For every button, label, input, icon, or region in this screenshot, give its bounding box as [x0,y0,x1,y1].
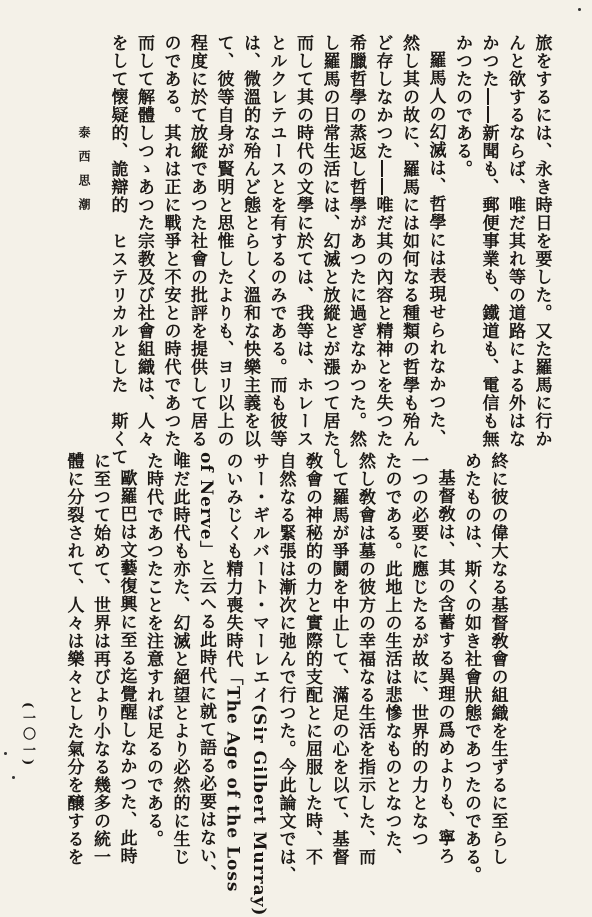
text-line: 旅をするには、永き時日を要した。又た羅馬に行か [531,34,552,448]
scan-speck [578,8,581,11]
text-line: 自然なる緊張は漸次に弛んで行つた。今此論文では、 [275,452,296,884]
text-line: をして懐疑的、詭辯的 ヒステリカルとした 斯くて [107,34,128,466]
running-title: 泰西思潮 [77,126,91,222]
text-line: 希臘哲學の蒸返し哲學があつたに過ぎなかつた。然 [346,34,366,448]
text-line: て、彼等自身が賢明と思惟したよりも、ヨリ以上の [213,34,234,448]
text-line: のである。其れは正に戰爭と不安との時代であつた、 [160,34,181,466]
text-line: 然し敎會は墓の彼方の幸福なる生活を指示した、而 [355,452,375,866]
page-number: (一〇一) [20,702,35,769]
text-line: ど存しなかつた――唯だ其の內容と精神とを失つた [372,34,393,448]
text-line: めたものは、斯くの如き社會狀態であつたのである。 [461,452,481,884]
text-line: 而して解體しつゝあつた宗教及び社會組織は、人々 [134,34,154,448]
text-line: サー・ギルバート・マーレエイ(Sir Gilbert Murray) [249,452,269,917]
text-line: 而して其の時代の文學に於ては、我等は、ホレース [293,34,313,448]
text-line: して羅馬が爭鬪を中止して、滿足の心を以て、基督 [328,452,349,866]
text-line: 歐羅巴は文藝復興に至る迄覺醒しなかつた、此時 [116,469,137,865]
scan-speck [12,776,15,779]
text-line: 體に分裂されて、人々は樂々とした氣分を醸するを [63,452,84,866]
upper-text-block [104,34,555,466]
text-line: とルクレテユースとを有するのみである。而も彼等 [266,34,287,448]
text-line: かつたのである。 [452,34,472,178]
text-line: 敎會の神秘的の力と實際的支配とに屈服した時、不 [302,452,322,866]
text-line: た時代であつたことを注意すれば足るのである。 [143,452,163,848]
text-line: 然し其の故に、羅馬には如何なる種類の哲學も殆ん [399,34,419,448]
text-line: んと欲するならば、唯だ其れ等の道路による外はな [505,34,525,448]
text-line: かつた――新聞も、郵便事業も、鐵道も、電信も無 [478,34,499,448]
text-line: 基督敎は、其の含蓄する異理の爲めよりも、寧ろ [434,469,455,865]
text-line: 唯だ此時代も亦た、幻滅と絕望とより必然的に生じ [169,452,190,866]
text-line: 終に彼の偉大なる基督敎會の組織を生ずるに至らし [487,452,508,866]
text-line: 羅馬人の幻滅は、哲學には表現せられなかつた、 [425,51,446,447]
text-line: のいみじくも精力喪失時代「The Age of the Loss [222,452,243,893]
text-line: し羅馬の日常生活には、幻滅と放縱とが漲つて居た。 [319,34,340,466]
text-line: は、微溫的な殆んど態とらしく溫和な快樂主義を以 [240,34,260,448]
text-line: たのである。此地上の生活は悲慘なものとなつた、 [381,452,402,866]
text-line: 一つの必要に應じたるが故に、世界的の力となつ [408,452,428,848]
text-line: 程度に於て放縱であつた社會の批評を提供して居る [187,34,207,448]
text-line: of Nerve」と云へる此時代に就て語る必要はない、 [196,452,216,883]
text-line: に至つて始めて、世界は再びより小なる幾多の統一 [90,452,110,866]
scan-speck [4,752,7,755]
lower-text-block [60,452,511,917]
